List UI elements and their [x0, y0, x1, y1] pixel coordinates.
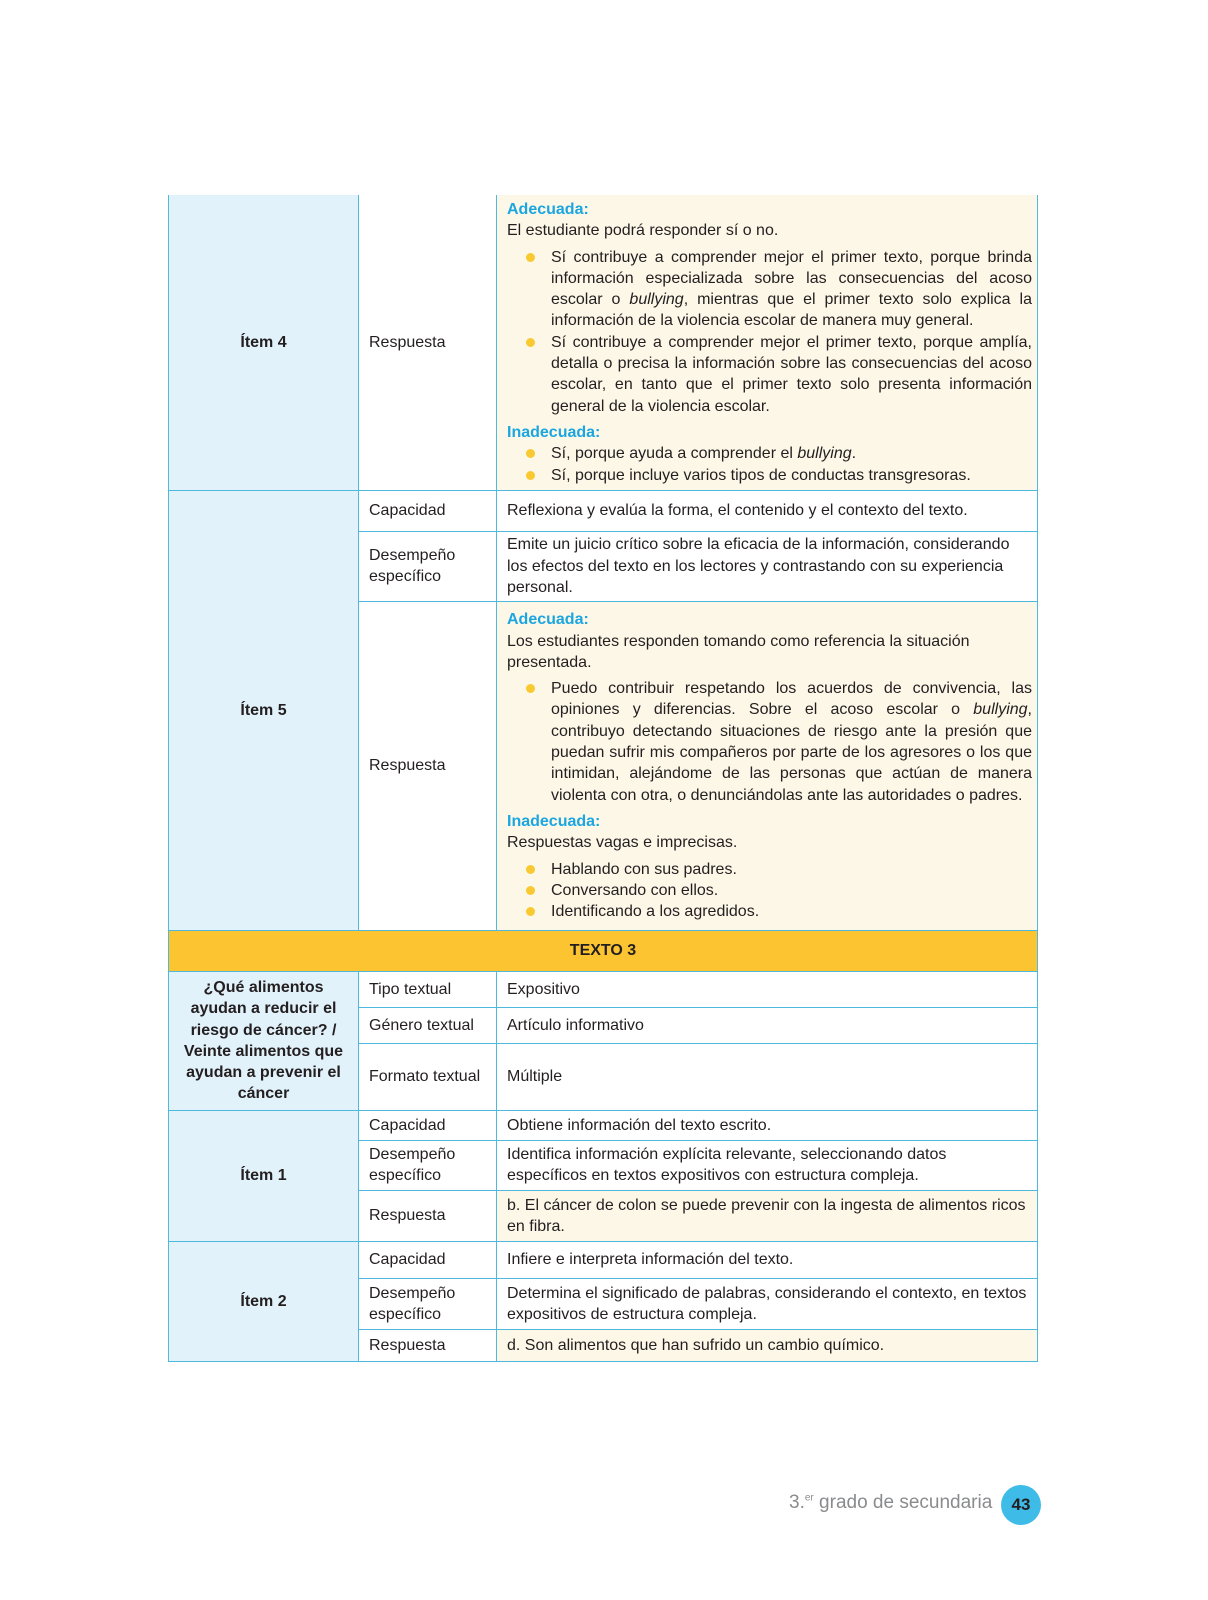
texto3-formato-label: Formato textual	[359, 1043, 497, 1110]
item2-capacidad-value: Infiere e interpreta información del texto.	[497, 1241, 1038, 1278]
texto3-formato-value: Múltiple	[497, 1043, 1038, 1110]
list-item: Sí, porque ayuda a comprender el bullying.	[551, 443, 1032, 464]
item1-capacidad-row	[169, 1110, 1038, 1140]
item2-desempeno-label: Desempeño específico	[359, 1278, 497, 1329]
item2-respuesta-value: d. Son alimentos que han sufrido un cambio químico.	[497, 1329, 1038, 1361]
texto3-tipo-value: Expositivo	[497, 971, 1038, 1007]
item5-respuesta-label: Respuesta	[359, 601, 497, 930]
footer-grade: 3.$^{er}$ grado de secundaria	[789, 1492, 993, 1513]
item4-adecuada-label: Adecuada:	[507, 201, 589, 218]
item2-desempeno-value: Determina el significado de palabras, considerando el contexto, en textos expositivos de estructura compleja.	[497, 1278, 1038, 1329]
item1-label: Ítem 1	[169, 1110, 359, 1241]
item5-capacidad-value: Reflexiona y evalúa la forma, el contenido y el contexto del texto.	[497, 490, 1038, 531]
item2-label: Ítem 2	[169, 1241, 359, 1361]
list-item: Sí contribuye a comprender mejor el primer texto, porque brinda información especializada sobre las consecuencias del acoso escolar o bullying, mientras que el primer texto solo explica la información de la violencia escolar de manera muy general.	[551, 247, 1032, 332]
item5-desempeno-value: Emite un juicio crítico sobre la eficacia de la información, considerando los efectos del texto en los lectores y contrastando con su experiencia personal.	[497, 531, 1038, 601]
item1-desempeno-label: Desempeño específico	[359, 1140, 497, 1190]
texto3-tipo-row	[169, 971, 1038, 1007]
item1-desempeno-value: Identifica información explícita relevante, seleccionando datos específicos en textos expositivos con estructura compleja.	[497, 1140, 1038, 1190]
list-item: Identificando a los agredidos.	[551, 901, 1032, 922]
item5-label: Ítem 5	[169, 490, 359, 930]
item5-inadecuada-intro: Respuestas vagas e imprecisas.	[507, 834, 738, 852]
item5-capacidad-label: Capacidad	[359, 490, 497, 531]
item4-respuesta-label: Respuesta	[359, 195, 497, 490]
item1-capacidad-value: Obtiene información del texto escrito.	[497, 1110, 1038, 1140]
item4-adecuada-intro: El estudiante podrá responder sí o no.	[507, 222, 779, 240]
item5-desempeno-label: Desempeño específico	[359, 531, 497, 601]
list-item: Hablando con sus padres.	[551, 859, 1032, 880]
item2-capacidad-row	[169, 1241, 1038, 1278]
item5-respuesta-cell	[497, 601, 1038, 930]
item2-capacidad-label: Capacidad	[359, 1241, 497, 1278]
item4-respuesta-row	[169, 195, 1038, 490]
item4-respuesta-cell	[497, 195, 1038, 490]
texto3-title: ¿Qué alimentos ayudan a reducir el riesgo de cáncer? / Veinte alimentos que ayudan a prevenir el cáncer	[169, 971, 359, 1110]
item4-label: Ítem 4	[169, 195, 359, 490]
item5-capacidad-row	[169, 490, 1038, 531]
list-item: Conversando con ellos.	[551, 880, 1032, 901]
item4-inadecuada-label: Inadecuada:	[507, 423, 601, 441]
item5-adecuada-label: Adecuada:	[507, 611, 589, 629]
page-number: 43	[1001, 1485, 1041, 1525]
item4-adecuada-list	[507, 247, 1032, 417]
texto3-tipo-label: Tipo textual	[359, 971, 497, 1007]
item4-inadecuada-list	[507, 443, 1032, 486]
item5-adecuada-intro: Los estudiantes responden tomando como referencia la situación presentada.	[507, 632, 970, 671]
item1-respuesta-value: b. El cáncer de colon se puede prevenir con la ingesta de alimentos ricos en fibra.	[497, 1190, 1038, 1241]
item5-inadecuada-label: Inadecuada:	[507, 812, 601, 830]
rubric-table	[168, 195, 1038, 1362]
list-item: Sí contribuye a comprender mejor el primer texto, porque amplía, detalla o precisa la información sobre las consecuencias del acoso escolar, en tanto que el primer texto solo presenta información general de la violencia escolar.	[551, 332, 1032, 417]
item2-respuesta-label: Respuesta	[359, 1329, 497, 1361]
texto3-header: TEXTO 3	[169, 930, 1038, 971]
list-item: Sí, porque incluye varios tipos de conductas transgresoras.	[551, 465, 1032, 486]
item5-adecuada-list	[507, 678, 1032, 806]
item5-inadecuada-list	[507, 859, 1032, 923]
item1-respuesta-label: Respuesta	[359, 1190, 497, 1241]
list-item: Puedo contribuir respetando los acuerdos de convivencia, las opiniones y diferencias. Sobre el acoso escolar o bullying, contribuyo detectando situaciones de riesgo ante la presión que puedan sufrir mis compañeros por parte de los agresores o los que intimidan, alejándome de las personas que actúan de manera violenta con otra, o denunciándolas ante las autoridades o padres.	[551, 678, 1032, 806]
texto3-genero-label: Género textual	[359, 1007, 497, 1043]
texto3-header-row	[169, 930, 1038, 971]
item1-capacidad-label: Capacidad	[359, 1110, 497, 1140]
texto3-genero-value: Artículo informativo	[497, 1007, 1038, 1043]
